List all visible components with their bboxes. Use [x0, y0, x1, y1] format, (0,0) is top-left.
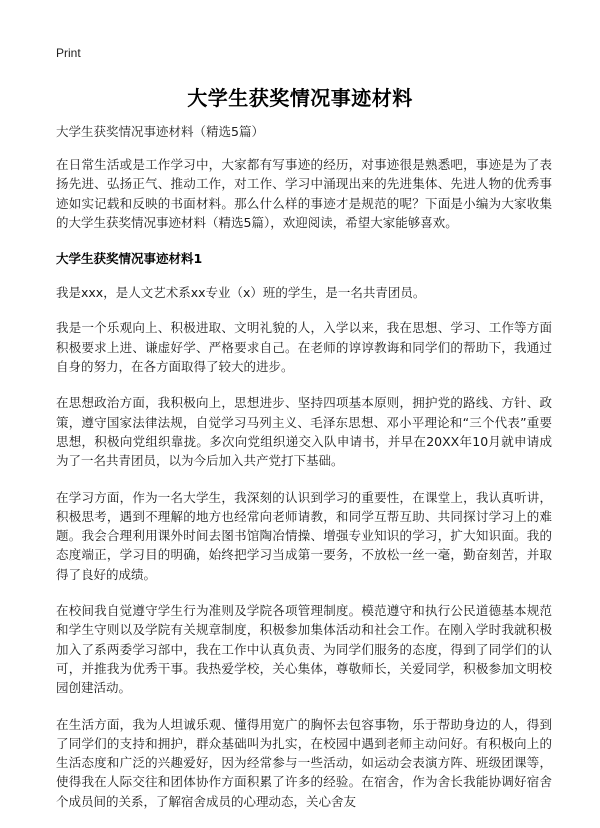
body-paragraph: 我是一个乐观向上、积极进取、文明礼貌的人，入学以来，我在思想、学习、工作等方面积极要求上进、谦虚好学、严格要求自己。在老师的谆谆教诲和同学们的帮助下，我通过自身的努力，在各方面取得了较大的进步。	[56, 320, 552, 375]
body-paragraph: 在学习方面，作为一名大学生，我深刻的认识到学习的重要性，在课堂上，我认真听讲，积极思考，遇到不理解的地方也经常向老师请教，和同学互帮互助、共同探讨学习上的难题。我会合理利用课外时间去图书馆陶冶情操、增强专业知识的学习，扩大知识面。我的态度端正，学习目的明确，始终把学习当成第一要务，不放松一丝一毫，勤奋刻苦，并取得了良好的成绩。	[56, 489, 552, 582]
body-paragraph: 在校间我自觉遵守学生行为准则及学院各项管理制度。模范遵守和执行公民道德基本规范和学生守则以及学院有关规章制度，积极参加集体活动和社会工作。在刚入学时我就积极加入了系两委学习部中，我在工作中认真负责、为同学们服务的态度，得到了同学们的认可，并推我为优秀干事。我热爱学校，关心集体，尊敬师长，关爱同学，积极参加文明校园创建活动。	[56, 603, 552, 696]
section-heading: 大学生获奖情况事迹材料1	[56, 251, 203, 267]
document-subtitle: 大学生获奖情况事迹材料（精选5篇）	[56, 124, 264, 139]
body-paragraph: 在生活方面，我为人坦诚乐观、懂得用宽广的胸怀去包容事物，乐于帮助身边的人，得到了同学们的支持和拥护，群众基础叫为扎实，在校园中遇到老师主动问好。有积极向上的生活态度和广泛的兴趣爱好，因为经常参与一些活动，如运动会表演方阵、班级团课等，使得我在人际交往和团体协作方面积累了许多的经验。在宿舍，作为舍长我能协调好宿舍个成员间的关系，了解宿舍成员的心理动态，关心舍友	[56, 716, 552, 809]
body-paragraph: 我是xxx，是人文艺术系xx专业（x）班的学生，是一名共青团员。	[56, 285, 426, 301]
document-title: 大学生获奖情况事迹材料	[187, 86, 413, 110]
intro-paragraph: 在日常生活或是工作学习中，大家都有写事迹的经历，对事迹很是熟悉吧，事迹是为了表扬先进、弘扬正气、推动工作，对工作、学习中涌现出来的先进集体、先进人物的优秀事迹如实记载和反映的书面材料。那么什么样的事迹才是规范的呢？下面是小编为大家收集的大学生获奖情况事迹材料（精选5篇），欢迎阅读，希望大家能够喜欢。	[56, 157, 552, 230]
print-label: Print	[56, 46, 81, 60]
body-paragraph: 在思想政治方面，我积极向上，思想进步、坚持四项基本原则，拥护党的路线、方针、政策，遵守国家法律法规，自觉学习马列主义、毛泽东思想、邓小平理论和“三个代表”重要思想，积极向党组织靠拢。多次向党组织递交入队申请书，并早在20XX年10月就申请成为了一名共青团员，以为今后加入共产党打下基础。	[56, 395, 552, 469]
document-body	[56, 122, 552, 828]
